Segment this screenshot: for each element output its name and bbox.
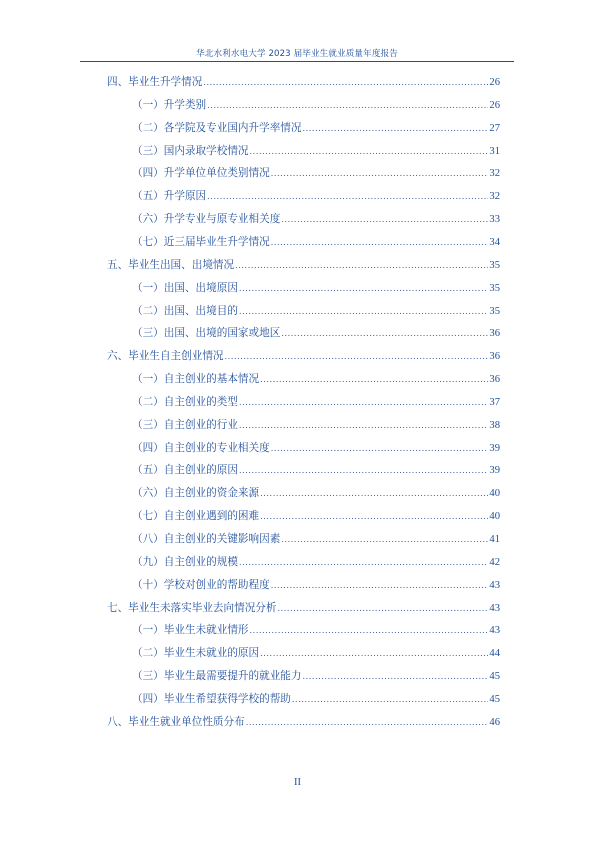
toc-entry-title: （五）自主创业的原因 [132,464,238,477]
toc-subsection-entry[interactable] [132,188,500,206]
toc-dot-leader [203,78,488,87]
toc-entry-page: 27 [489,122,500,134]
toc-entry-title: （八）自主创业的关键影响因素 [132,533,281,545]
toc-entry-title: （三）毕业生最需要提升的就业能力 [132,670,302,683]
toc-subsection-entry[interactable] [132,531,500,549]
toc-entry-title: （四）升学单位单位类别情况 [132,167,270,180]
toc-dot-leader [271,444,489,453]
toc-dot-leader [260,512,488,521]
toc-dot-leader [271,169,489,178]
toc-subsection-entry[interactable] [132,325,500,343]
toc-subsection-entry[interactable] [132,143,500,161]
toc-subsection-entry[interactable] [132,97,500,115]
toc-subsection-entry[interactable] [132,394,500,412]
toc-entry-page: 40 [489,488,500,500]
toc-subsection-entry[interactable] [132,508,500,526]
toc-entry-title: （一）升学类别 [132,98,207,111]
toc-subsection-entry[interactable] [132,371,500,389]
toc-subsection-entry[interactable] [132,622,500,640]
toc-entry-title: （二）自主创业的类型 [132,395,238,408]
toc-entry-page: 43 [489,625,500,637]
toc-entry-page: 41 [489,534,500,545]
toc-dot-leader [225,352,489,361]
toc-dot-leader [250,147,489,156]
toc-entry-title: （四）毕业生希望获得学校的帮助 [132,692,291,705]
toc-entry-title: 七、毕业生未落实毕业去向情况分析 [107,601,277,614]
toc-section-entry[interactable] [107,714,500,732]
header-rule [80,61,514,62]
toc-dot-leader [271,238,489,247]
toc-subsection-entry[interactable] [132,577,500,595]
toc-entry-page: 46 [489,716,500,728]
toc-subsection-entry[interactable] [132,440,500,458]
toc-dot-leader [303,672,489,681]
toc-subsection-entry[interactable] [132,280,500,298]
toc-entry-title: （一）自主创业的基本情况 [132,373,260,386]
toc-dot-leader [303,124,489,133]
page-number: II [294,777,301,788]
toc-entry-page: 32 [489,168,500,180]
toc-entry-page: 31 [489,145,500,157]
toc-entry-page: 42 [489,556,500,568]
toc-entry-title: （二）各学院及专业国内升学率情况 [132,121,302,134]
toc-section-entry[interactable] [107,257,500,275]
toc-entry-page: 43 [489,602,500,614]
toc-subsection-entry[interactable] [132,165,500,183]
toc-section-entry[interactable] [107,348,500,366]
toc-dot-leader [260,489,488,498]
toc-entry-title: （三）国内录取学校情况 [132,144,249,157]
toc-section-entry[interactable] [107,600,500,618]
toc-entry-page: 35 [489,282,500,294]
running-header: 华北水利水电大学 2023 届毕业生就业质量年度报告 [196,49,398,59]
toc-dot-leader [281,535,488,544]
toc-entry-page: 36 [489,351,500,363]
toc-entry-title: （四）自主创业的专业相关度 [132,441,270,454]
toc-entry-page: 36 [489,374,500,386]
toc-subsection-entry[interactable] [132,211,500,229]
toc-subsection-entry[interactable] [132,120,500,138]
toc-entry-page: 32 [489,191,500,203]
toc-dot-leader [239,421,488,430]
toc-entry-title: （十）学校对创业的帮助程度 [132,578,270,591]
toc-entry-page: 39 [489,442,500,454]
toc-entry-page: 45 [489,671,500,683]
toc-entry-title: 五、毕业生出国、出境情况 [107,258,235,271]
toc-subsection-entry[interactable] [132,485,500,503]
toc-dot-leader [260,375,488,384]
toc-subsection-entry[interactable] [132,668,500,686]
toc-subsection-entry[interactable] [132,691,500,709]
toc-entry-page: 34 [489,236,500,248]
toc-entry-page: 35 [489,305,500,317]
toc-subsection-entry[interactable] [132,462,500,480]
toc-entry-page: 33 [489,214,500,226]
toc-dot-leader [246,718,489,727]
toc-dot-leader [239,398,488,407]
toc-entry-title: 四、毕业生升学情况 [107,76,203,88]
toc-dot-leader [292,695,489,704]
toc-entry-page: 35 [489,259,500,271]
toc-entry-title: （三）出国、出境的国家或地区 [132,327,281,340]
toc-dot-leader [207,101,488,110]
toc-dot-leader [239,466,488,475]
toc-entry-page: 26 [489,99,500,111]
toc-subsection-entry[interactable] [132,417,500,435]
toc-dot-leader [281,329,488,338]
toc-entry-page: 43 [489,579,500,591]
toc-entry-page: 38 [489,419,500,431]
toc-entry-title: （六）自主创业的资金来源 [132,487,260,500]
toc-dot-leader [260,649,488,658]
toc-entry-title: （二）毕业生未就业的原因 [132,647,260,660]
toc-entry-page: 39 [489,465,500,477]
toc-entry-title: （一）毕业生未就业情形 [132,624,249,637]
toc-entry-page: 36 [489,328,500,340]
toc-dot-leader [281,215,488,224]
toc-dot-leader [207,192,488,201]
toc-entry-title: 八、毕业生就业单位性质分布 [107,715,245,728]
toc-entry-page: 45 [489,693,500,705]
toc-entry-title: （一）出国、出境原因 [132,281,238,294]
toc-dot-leader [239,558,488,567]
toc-entry-title: （九）自主创业的规模 [132,555,238,568]
toc-entry-page: 37 [489,396,500,408]
toc-dot-leader [235,261,488,270]
toc-dot-leader [250,626,489,635]
toc-entry-title: 六、毕业生自主创业情况 [107,350,224,363]
toc-subsection-entry[interactable] [132,645,500,663]
toc-entry-title: （六）升学专业与原专业相关度 [132,213,281,226]
toc-dot-leader [239,307,488,316]
toc-entry-title: （二）出国、出境目的 [132,304,238,317]
toc-entry-title: （五）升学原因 [132,190,207,203]
toc-dot-leader [278,604,489,613]
toc-entry-page: 44 [489,648,500,660]
toc-entry-page: 26 [489,77,500,88]
toc-entry-title: （三）自主创业的行业 [132,418,238,431]
toc-entry-page: 40 [489,511,500,523]
toc-subsection-entry[interactable] [132,554,500,572]
toc-subsection-entry[interactable] [132,303,500,321]
toc-dot-leader [239,284,488,293]
toc-entry-title: （七）近三届毕业生升学情况 [132,235,270,248]
toc-dot-leader [271,581,489,590]
toc-subsection-entry[interactable] [132,234,500,252]
toc-section-entry[interactable] [107,74,500,92]
toc-entry-title: （七）自主创业遇到的困难 [132,510,260,523]
